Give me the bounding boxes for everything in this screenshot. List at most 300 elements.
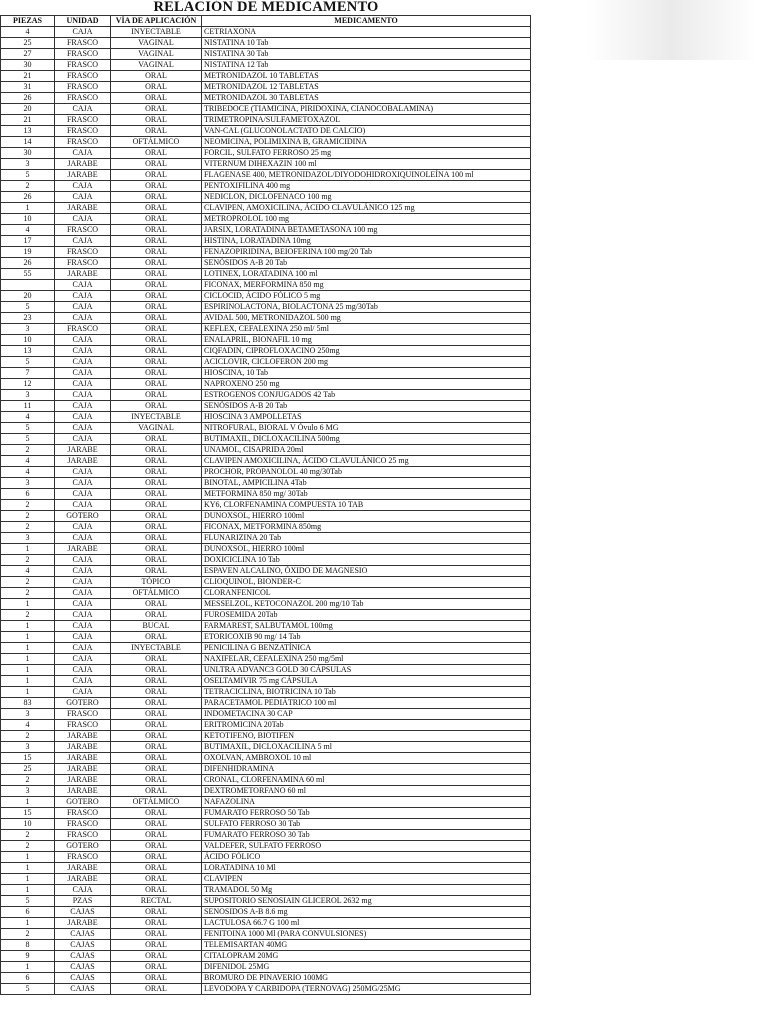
table-row	[1, 599, 531, 610]
cell-piezas: 13	[1, 126, 55, 137]
cell-medicamento: SENÓSIDOS A-B 20 Tab	[202, 258, 531, 269]
cell-piezas: 13	[1, 346, 55, 357]
cell-piezas: 55	[1, 269, 55, 280]
header-piezas: PIEZAS	[1, 16, 55, 27]
cell-medicamento: NEOMICINA, POLIMIXINA B, GRAMICIDINA	[202, 137, 531, 148]
cell-unidad: CAJA	[55, 643, 111, 654]
cell-piezas: 9	[1, 951, 55, 962]
cell-piezas: 3	[1, 159, 55, 170]
cell-piezas: 3	[1, 786, 55, 797]
cell-piezas: 1	[1, 852, 55, 863]
cell-medicamento: BINOTAL, AMPICILINA 4Tab	[202, 478, 531, 489]
cell-unidad: CAJA	[55, 335, 111, 346]
cell-via: OFTÁLMICO	[111, 137, 202, 148]
cell-piezas: 5	[1, 896, 55, 907]
table-row	[1, 544, 531, 555]
cell-piezas: 3	[1, 324, 55, 335]
cell-via: ORAL	[111, 841, 202, 852]
cell-medicamento: ETORICOXIB 90 mg/ 14 Tab	[202, 632, 531, 643]
cell-unidad: FRASCO	[55, 830, 111, 841]
cell-piezas: 2	[1, 588, 55, 599]
cell-unidad: CAJAS	[55, 929, 111, 940]
table-row	[1, 412, 531, 423]
table-row	[1, 489, 531, 500]
cell-medicamento: SULFATO FERROSO 30 Tab	[202, 819, 531, 830]
cell-piezas: 2	[1, 731, 55, 742]
cell-medicamento: FORCIL, SULFATO FERROSO 25 mg	[202, 148, 531, 159]
table-row	[1, 687, 531, 698]
cell-via: ORAL	[111, 775, 202, 786]
cell-medicamento: VITERNUM DIHEXAZIN 100 ml	[202, 159, 531, 170]
table-row	[1, 511, 531, 522]
cell-piezas: 1	[1, 797, 55, 808]
cell-piezas: 1	[1, 632, 55, 643]
cell-medicamento: CLAVIPEN	[202, 874, 531, 885]
cell-medicamento: METRONIDAZOL 30 TABLETAS	[202, 93, 531, 104]
cell-medicamento: PENTOXIFILINA 400 mg	[202, 181, 531, 192]
cell-medicamento: UNAMOL, CISAPRIDA 20ml	[202, 445, 531, 456]
cell-piezas: 21	[1, 115, 55, 126]
cell-via: ORAL	[111, 280, 202, 291]
cell-via: ORAL	[111, 698, 202, 709]
cell-unidad: CAJA	[55, 390, 111, 401]
cell-unidad: CAJA	[55, 313, 111, 324]
cell-medicamento: INDOMETACINA 30 CAP	[202, 709, 531, 720]
table-row	[1, 577, 531, 588]
cell-medicamento: ÁCIDO FÓLICO	[202, 852, 531, 863]
table-row	[1, 170, 531, 181]
cell-via: ORAL	[111, 247, 202, 258]
cell-medicamento: ERITROMICINA 20Tab	[202, 720, 531, 731]
cell-via: VAGINAL	[111, 38, 202, 49]
cell-piezas: 15	[1, 753, 55, 764]
cell-medicamento: NAFAZOLINA	[202, 797, 531, 808]
cell-piezas: 14	[1, 137, 55, 148]
table-row	[1, 643, 531, 654]
cell-via: ORAL	[111, 544, 202, 555]
header-unidad: UNIDAD	[55, 16, 111, 27]
cell-via: ORAL	[111, 654, 202, 665]
cell-piezas: 7	[1, 368, 55, 379]
table-row	[1, 60, 531, 71]
table-row	[1, 38, 531, 49]
cell-via: ORAL	[111, 159, 202, 170]
cell-unidad: CAJA	[55, 104, 111, 115]
cell-via: ORAL	[111, 313, 202, 324]
cell-unidad: JARABE	[55, 764, 111, 775]
page-shadow	[587, 0, 757, 60]
cell-unidad: CAJA	[55, 665, 111, 676]
cell-medicamento: UNLTRA ADVANC3 GOLD 30 CÁPSULAS	[202, 665, 531, 676]
cell-piezas: 3	[1, 478, 55, 489]
table-row	[1, 137, 531, 148]
cell-medicamento: FENITOINA 1000 Ml (PARA CONVULSIONES)	[202, 929, 531, 940]
table-row	[1, 654, 531, 665]
cell-unidad: CAJA	[55, 346, 111, 357]
cell-via: ORAL	[111, 533, 202, 544]
cell-unidad: CAJA	[55, 302, 111, 313]
cell-via: INYECTABLE	[111, 412, 202, 423]
cell-via: ORAL	[111, 720, 202, 731]
cell-medicamento: HIOSCINA 3 AMPOLLETAS	[202, 412, 531, 423]
table-row	[1, 522, 531, 533]
cell-piezas: 19	[1, 247, 55, 258]
table-row	[1, 379, 531, 390]
table-row	[1, 247, 531, 258]
cell-unidad: FRASCO	[55, 49, 111, 60]
cell-piezas: 1	[1, 885, 55, 896]
cell-unidad: FRASCO	[55, 60, 111, 71]
table-row	[1, 93, 531, 104]
cell-medicamento: NISTATINA 10 Tab	[202, 38, 531, 49]
table-row	[1, 324, 531, 335]
table-row	[1, 874, 531, 885]
cell-unidad: FRASCO	[55, 137, 111, 148]
table-row	[1, 973, 531, 984]
cell-piezas: 6	[1, 489, 55, 500]
cell-piezas: 26	[1, 258, 55, 269]
table-row	[1, 896, 531, 907]
cell-unidad: CAJA	[55, 412, 111, 423]
cell-piezas: 5	[1, 423, 55, 434]
cell-via: ORAL	[111, 467, 202, 478]
cell-via: ORAL	[111, 126, 202, 137]
table-row	[1, 588, 531, 599]
cell-piezas: 20	[1, 291, 55, 302]
table-row	[1, 885, 531, 896]
cell-unidad: JARABE	[55, 786, 111, 797]
cell-medicamento: VAN-CAL (GLUCONOLACTATO DE CALCIO)	[202, 126, 531, 137]
cell-unidad: CAJAS	[55, 951, 111, 962]
cell-medicamento: ESPIRINOLACTONA, BIOLACTONA 25 mg/30Tab	[202, 302, 531, 313]
table-row	[1, 258, 531, 269]
cell-via: INYECTABLE	[111, 27, 202, 38]
cell-unidad: CAJA	[55, 478, 111, 489]
cell-unidad: CAJA	[55, 379, 111, 390]
cell-piezas: 2	[1, 841, 55, 852]
cell-via: ORAL	[111, 962, 202, 973]
cell-medicamento: CITALOPRAM 20MG	[202, 951, 531, 962]
cell-piezas: 5	[1, 170, 55, 181]
cell-via: ORAL	[111, 676, 202, 687]
cell-unidad: JARABE	[55, 753, 111, 764]
cell-piezas: 6	[1, 907, 55, 918]
cell-unidad: FRASCO	[55, 71, 111, 82]
cell-piezas: 2	[1, 445, 55, 456]
cell-piezas: 30	[1, 60, 55, 71]
cell-unidad: CAJA	[55, 489, 111, 500]
cell-unidad: CAJAS	[55, 907, 111, 918]
cell-medicamento: FLUNARIZINA 20 Tab	[202, 533, 531, 544]
cell-piezas: 8	[1, 940, 55, 951]
cell-medicamento: CRONAL, CLORFENAMINA 60 ml	[202, 775, 531, 786]
cell-medicamento: FLAGENASE 400, METRONIDAZOL/DIYODOHIDROXIQUINOLEÍNA 100 ml	[202, 170, 531, 181]
cell-via: ORAL	[111, 445, 202, 456]
table-row	[1, 709, 531, 720]
cell-medicamento: KETOTIFENO, BIOTIFEN	[202, 731, 531, 742]
cell-via: ORAL	[111, 764, 202, 775]
table-body	[1, 27, 531, 995]
cell-via: ORAL	[111, 478, 202, 489]
table-row	[1, 665, 531, 676]
cell-unidad: CAJA	[55, 357, 111, 368]
cell-unidad: CAJA	[55, 577, 111, 588]
cell-piezas: 2	[1, 775, 55, 786]
cell-medicamento: DOXICICLINA 10 Tab	[202, 555, 531, 566]
cell-unidad: CAJA	[55, 588, 111, 599]
cell-unidad: CAJA	[55, 599, 111, 610]
cell-piezas: 5	[1, 357, 55, 368]
table-row	[1, 852, 531, 863]
cell-medicamento: CLAVIPEN AMOXICILINA, ÁCIDO CLAVULÁNICO 25 mg	[202, 456, 531, 467]
cell-piezas: 4	[1, 412, 55, 423]
cell-medicamento: DIFENHIDRAMINA	[202, 764, 531, 775]
cell-medicamento: FUMARATO FERROSO 30 Tab	[202, 830, 531, 841]
cell-medicamento: TRIMETROPINA/SULFAMETOXAZOL	[202, 115, 531, 126]
cell-via: ORAL	[111, 269, 202, 280]
cell-via: ORAL	[111, 170, 202, 181]
cell-medicamento: ACICLOVIR, CICLOFERON 200 mg	[202, 357, 531, 368]
table-row	[1, 742, 531, 753]
table-row	[1, 610, 531, 621]
cell-medicamento: ESTROGENOS CONJUGADOS 42 Tab	[202, 390, 531, 401]
cell-piezas: 2	[1, 500, 55, 511]
cell-unidad: JARABE	[55, 544, 111, 555]
cell-via: VAGINAL	[111, 423, 202, 434]
cell-piezas: 2	[1, 830, 55, 841]
cell-unidad: FRASCO	[55, 247, 111, 258]
table-row	[1, 863, 531, 874]
cell-via: ORAL	[111, 709, 202, 720]
cell-piezas: 5	[1, 434, 55, 445]
cell-piezas: 25	[1, 38, 55, 49]
cell-piezas: 1	[1, 687, 55, 698]
cell-via: ORAL	[111, 687, 202, 698]
cell-via: ORAL	[111, 786, 202, 797]
cell-via: ORAL	[111, 555, 202, 566]
cell-piezas: 10	[1, 335, 55, 346]
cell-medicamento: CLORANFENICOL	[202, 588, 531, 599]
table-row	[1, 159, 531, 170]
cell-via: ORAL	[111, 148, 202, 159]
table-row	[1, 676, 531, 687]
table-row	[1, 104, 531, 115]
cell-unidad: CAJA	[55, 192, 111, 203]
cell-unidad: FRASCO	[55, 720, 111, 731]
table-row	[1, 225, 531, 236]
cell-medicamento: ESPAVEN ALCALINO, ÓXIDO DE MAGNESIO	[202, 566, 531, 577]
cell-unidad: JARABE	[55, 775, 111, 786]
cell-piezas: 11	[1, 401, 55, 412]
cell-medicamento: VALDEFER, SULFATO FERROSO	[202, 841, 531, 852]
table-row	[1, 632, 531, 643]
cell-piezas: 3	[1, 390, 55, 401]
table-row	[1, 720, 531, 731]
cell-medicamento: NAPROXENO 250 mg	[202, 379, 531, 390]
cell-unidad: FRASCO	[55, 82, 111, 93]
cell-piezas: 26	[1, 192, 55, 203]
cell-via: ORAL	[111, 500, 202, 511]
table-row	[1, 401, 531, 412]
cell-unidad: JARABE	[55, 742, 111, 753]
cell-unidad: CAJA	[55, 687, 111, 698]
cell-medicamento: NEDICLON, DICLOFENACO 100 mg	[202, 192, 531, 203]
cell-medicamento: MESSELZOL, KETOCONAZOL 200 mg/10 Tab	[202, 599, 531, 610]
cell-unidad: CAJAS	[55, 940, 111, 951]
medication-table	[0, 15, 531, 995]
cell-medicamento: LOTINEX, LORATADINA 100 ml	[202, 269, 531, 280]
cell-piezas: 1	[1, 962, 55, 973]
table-row	[1, 27, 531, 38]
cell-via: ORAL	[111, 335, 202, 346]
cell-medicamento: PENICILINA G BENZATÍNICA	[202, 643, 531, 654]
cell-via: ORAL	[111, 830, 202, 841]
table-row	[1, 753, 531, 764]
table-row	[1, 478, 531, 489]
cell-medicamento: JARSIX, LORATADINA BETAMETASONA 100 mg	[202, 225, 531, 236]
cell-piezas: 1	[1, 918, 55, 929]
table-row	[1, 500, 531, 511]
cell-piezas: 2	[1, 577, 55, 588]
table-row	[1, 335, 531, 346]
cell-unidad: CAJA	[55, 280, 111, 291]
cell-via: ORAL	[111, 819, 202, 830]
cell-unidad: JARABE	[55, 445, 111, 456]
cell-via: ORAL	[111, 346, 202, 357]
cell-unidad: CAJA	[55, 423, 111, 434]
table-row	[1, 764, 531, 775]
table-row	[1, 775, 531, 786]
cell-via: ORAL	[111, 291, 202, 302]
cell-via: ORAL	[111, 456, 202, 467]
cell-unidad: GOTERO	[55, 841, 111, 852]
cell-via: ORAL	[111, 214, 202, 225]
table-row	[1, 621, 531, 632]
cell-medicamento: LEVODOPA Y CARBIDOPA (TERNOVAG) 250MG/25MG	[202, 984, 531, 995]
table-row	[1, 181, 531, 192]
table-row	[1, 71, 531, 82]
cell-via: ORAL	[111, 874, 202, 885]
cell-piezas: 23	[1, 313, 55, 324]
cell-via: ORAL	[111, 82, 202, 93]
cell-medicamento: NISTATINA 12 Tab	[202, 60, 531, 71]
header-via-aplicacion: VÍA DE APLICACIÓN	[111, 16, 202, 27]
cell-unidad: CAJA	[55, 236, 111, 247]
cell-via: ORAL	[111, 390, 202, 401]
table-row	[1, 929, 531, 940]
table-row	[1, 269, 531, 280]
table-row	[1, 808, 531, 819]
table-row	[1, 357, 531, 368]
table-row	[1, 467, 531, 478]
cell-medicamento: KEFLEX, CEFALEXINA 250 ml/ 5ml	[202, 324, 531, 335]
cell-piezas: 3	[1, 709, 55, 720]
cell-via: ORAL	[111, 907, 202, 918]
cell-medicamento: ENALAPRIL, BIONAFIL 10 mg	[202, 335, 531, 346]
cell-piezas: 31	[1, 82, 55, 93]
cell-medicamento: DEXTROMETORFANO 60 ml	[202, 786, 531, 797]
table-header-row	[1, 16, 531, 27]
cell-medicamento: SENOSIDOS A-B 8.6 mg	[202, 907, 531, 918]
cell-unidad: CAJA	[55, 522, 111, 533]
cell-unidad: JARABE	[55, 456, 111, 467]
cell-piezas	[1, 280, 55, 291]
cell-via: INYECTABLE	[111, 643, 202, 654]
cell-medicamento: BUTIMAXIL, DICLOXACILINA 500mg	[202, 434, 531, 445]
cell-unidad: CAJA	[55, 148, 111, 159]
cell-unidad: FRASCO	[55, 709, 111, 720]
cell-medicamento: FICONAX, METFORMINA 850mg	[202, 522, 531, 533]
cell-piezas: 20	[1, 104, 55, 115]
cell-via: ORAL	[111, 863, 202, 874]
cell-via: ORAL	[111, 665, 202, 676]
table-row	[1, 291, 531, 302]
cell-piezas: 6	[1, 973, 55, 984]
cell-medicamento: METRONIDAZOL 10 TABLETAS	[202, 71, 531, 82]
cell-via: ORAL	[111, 401, 202, 412]
cell-via: ORAL	[111, 599, 202, 610]
table-row	[1, 841, 531, 852]
cell-piezas: 4	[1, 467, 55, 478]
cell-medicamento: CICLOCID, ÁCIDO FÓLICO 5 mg	[202, 291, 531, 302]
cell-unidad: CAJA	[55, 610, 111, 621]
cell-medicamento: HISTINA, LORATADINA 10mg	[202, 236, 531, 247]
cell-medicamento: TRIBEDOCE (TIAMICINA, PIRIDOXINA, CIANOCOBALAMINA)	[202, 104, 531, 115]
cell-unidad: JARABE	[55, 918, 111, 929]
cell-medicamento: CLIOQUINOL, BIONDER-C	[202, 577, 531, 588]
cell-medicamento: SUPOSITORIO SENOSIAIN GLICEROL 2632 mg	[202, 896, 531, 907]
table-row	[1, 82, 531, 93]
cell-medicamento: FENAZOPIRIDINA, BEIOFERINA 100 mg/20 Tab	[202, 247, 531, 258]
cell-unidad: CAJA	[55, 632, 111, 643]
cell-medicamento: TRAMADOL 50 Mg	[202, 885, 531, 896]
cell-medicamento: CLAVIPEN, AMOXICILINA, ÁCIDO CLAVULÁNICO 125 mg	[202, 203, 531, 214]
table-row	[1, 126, 531, 137]
cell-unidad: FRASCO	[55, 126, 111, 137]
table-row	[1, 907, 531, 918]
cell-medicamento: FARMAREST, SALBUTAMOL 100mg	[202, 621, 531, 632]
cell-medicamento: TETRACICLINA, BIOTRICINA 10 Tab	[202, 687, 531, 698]
cell-unidad: FRASCO	[55, 258, 111, 269]
cell-piezas: 30	[1, 148, 55, 159]
cell-unidad: GOTERO	[55, 698, 111, 709]
cell-medicamento: CETRIAXONA	[202, 27, 531, 38]
table-row	[1, 951, 531, 962]
cell-unidad: FRASCO	[55, 93, 111, 104]
cell-via: ORAL	[111, 632, 202, 643]
cell-medicamento: NAXIFELAR, CEFALEXINA 250 mg/5ml	[202, 654, 531, 665]
cell-unidad: CAJA	[55, 885, 111, 896]
cell-via: ORAL	[111, 324, 202, 335]
cell-via: TÓPICO	[111, 577, 202, 588]
cell-medicamento: NITROFURAL, BIORAL V Óvulo 6 MG	[202, 423, 531, 434]
cell-piezas: 1	[1, 665, 55, 676]
cell-medicamento: FUMARATO FERROSO 50 Tab	[202, 808, 531, 819]
cell-unidad: JARABE	[55, 269, 111, 280]
cell-piezas: 2	[1, 522, 55, 533]
cell-unidad: CAJA	[55, 621, 111, 632]
cell-piezas: 2	[1, 610, 55, 621]
cell-medicamento: LACTULOSA 66.7 G 100 ml	[202, 918, 531, 929]
cell-medicamento: BUTIMAXIL, DICLOXACILINA 5 ml	[202, 742, 531, 753]
cell-unidad: JARABE	[55, 863, 111, 874]
cell-piezas: 2	[1, 511, 55, 522]
cell-medicamento: TELEMISARTAN 40MG	[202, 940, 531, 951]
cell-via: ORAL	[111, 808, 202, 819]
cell-piezas: 4	[1, 720, 55, 731]
table-row	[1, 368, 531, 379]
table-row	[1, 203, 531, 214]
